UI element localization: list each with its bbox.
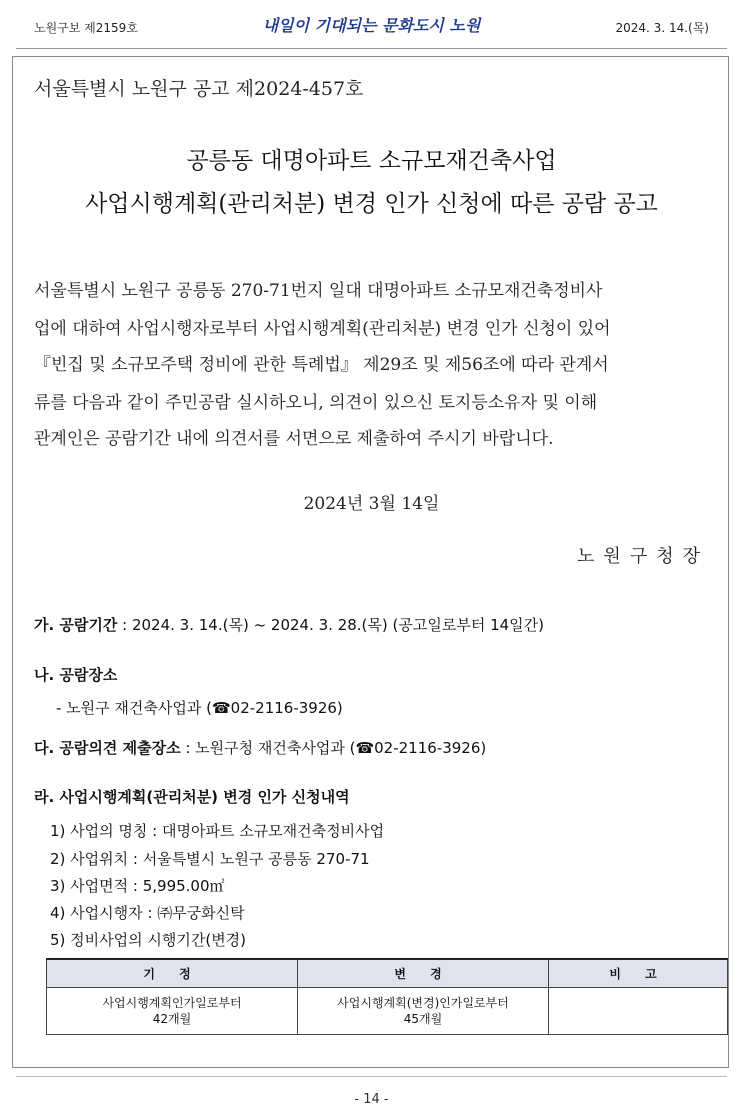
header-changed: 변 경 (298, 959, 549, 988)
body-line: 『빈집 및 소규모주택 정비에 관한 특례법』 제29조 및 제56조에 따라 관계서 (34, 355, 609, 375)
cell-text: 사업시행계획(변경)인가일로부터 (337, 996, 509, 1010)
bulletin-issue: 노원구보 제2159호 (34, 21, 138, 35)
viewing-place-item: - 노원구 재건축사업과 (☎02-2116-3926) (56, 699, 343, 717)
cell-text: 사업시행계획인가일로부터 (102, 996, 242, 1010)
detail-item: 3) 사업면적 : 5,995.00㎡ (50, 877, 225, 895)
slogan-logo: 내일이 기대되는 문화도시 노원 (262, 16, 481, 35)
detail-item: 5) 정비사업의 시행기간(변경) (50, 931, 247, 949)
body-line: 관계인은 공람기간 내에 의견서를 서면으로 제출하여 주시기 바랍니다. (34, 429, 554, 449)
header-divider (16, 48, 727, 49)
section-submission-place (34, 737, 486, 758)
section-label: 나. 공람장소 (34, 666, 118, 684)
cell-text: 42개월 (152, 1012, 192, 1026)
cell-note (549, 988, 728, 1035)
bulletin-date: 2024. 3. 14.(목) (615, 21, 709, 35)
section-label: 라. 사업시행계획(관리처분) 변경 인가 신청내역 (34, 788, 350, 806)
section-viewing-period (34, 614, 544, 635)
page-number: - 14 - (354, 1092, 389, 1107)
notice-date: 2024년 3월 14일 (303, 494, 440, 514)
period-table (46, 958, 728, 1035)
detail-item: 4) 사업시행자 : ㈜무궁화신탁 (50, 904, 245, 922)
header-note: 비 고 (549, 959, 728, 988)
section-viewing-place (34, 664, 117, 685)
body-line: 업에 대하여 사업시행자로부터 사업시행계획(관리처분) 변경 인가 신청이 있어 (34, 319, 611, 339)
detail-item: 2) 사업위치 : 서울특별시 노원구 공릉동 270-71 (50, 850, 370, 868)
footer-divider (16, 1076, 727, 1077)
page-header (0, 0, 743, 56)
notice-number: 서울특별시 노원구 공고 제2024-457호 (34, 78, 364, 100)
detail-item: 1) 사업의 명칭 : 대명아파트 소규모재건축정비사업 (50, 822, 385, 840)
notice-title-line1: 공릉동 대명아파트 소규모재건축사업 (186, 148, 557, 174)
signature: 노원구청장 (577, 546, 709, 567)
cell-changed (298, 988, 549, 1035)
table-header-row (47, 959, 728, 988)
table-row (47, 988, 728, 1035)
cell-text: 45개월 (403, 1012, 443, 1026)
section-label: 다. 공람의견 제출장소 (34, 739, 181, 757)
header-existing: 기 정 (47, 959, 298, 988)
section-application-details (34, 786, 350, 807)
body-line: 서울특별시 노원구 공릉동 270-71번지 일대 대명아파트 소규모재건축정비사 (34, 281, 603, 301)
notice-title-line2: 사업시행계획(관리처분) 변경 인가 신청에 따른 공람 공고 (85, 191, 658, 217)
cell-existing (47, 988, 298, 1035)
body-line: 류를 다음과 같이 주민공람 실시하오니, 의견이 있으신 토지등소유자 및 이해 (34, 393, 598, 413)
section-value: : 노원구청 재건축사업과 (☎02-2116-3926) (180, 739, 487, 757)
section-value: : 2024. 3. 14.(목) ~ 2024. 3. 28.(목) (공고일로부터 14일간) (117, 616, 544, 634)
section-label: 가. 공람기간 (34, 616, 118, 634)
